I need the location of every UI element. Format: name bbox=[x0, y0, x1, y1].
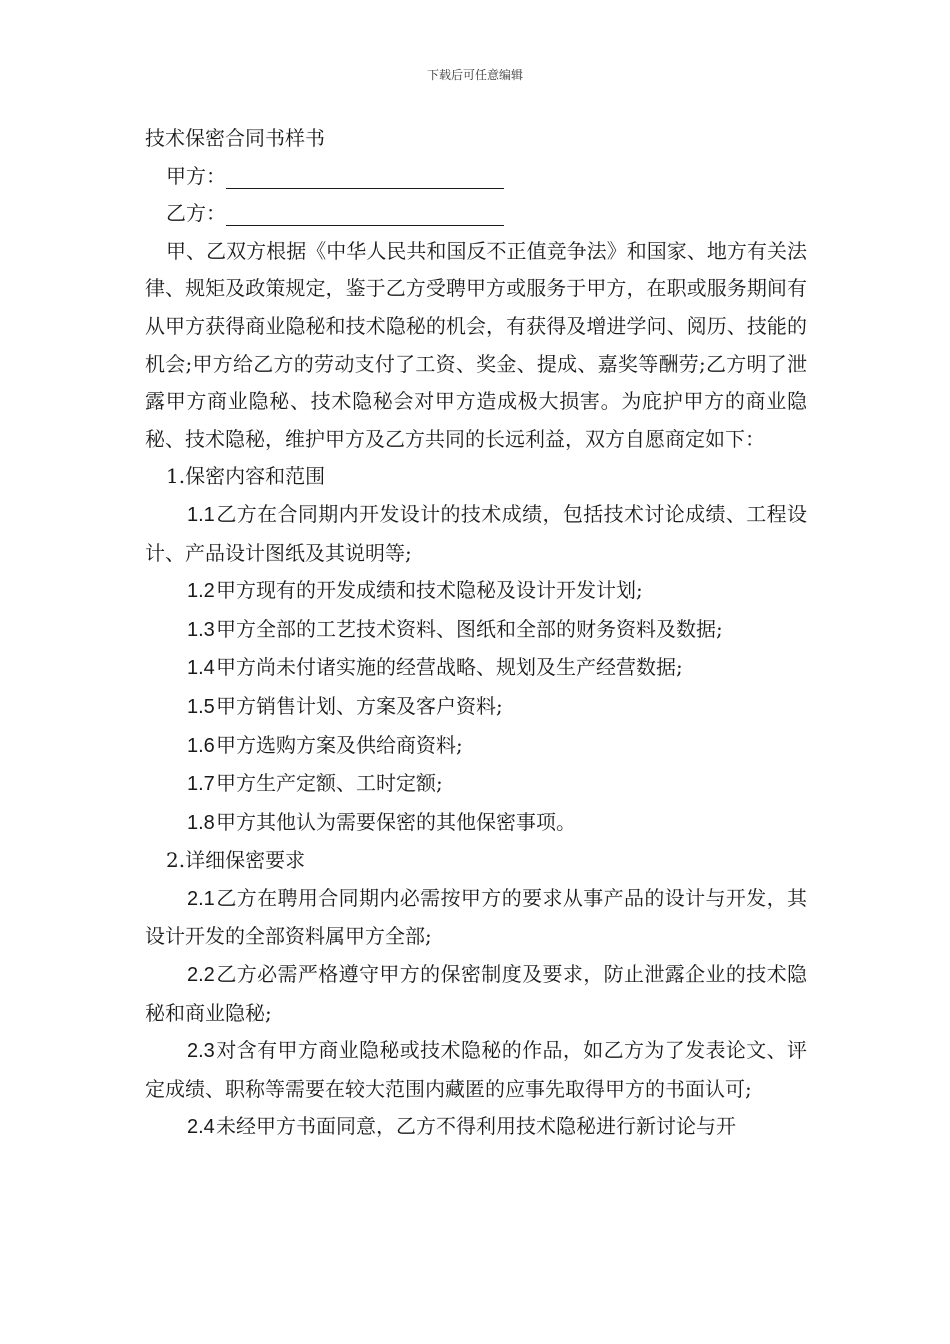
clause-number: 1.7 bbox=[187, 773, 215, 796]
intro-paragraph: 甲、乙双方根据《中华人民共和国反不正值竞争法》和国家、地方有关法律、规矩及政策规定，鉴于乙方受聘甲方或服务于甲方，在职或服务期间有从甲方获得商业隐秘和技术隐秘的机会，有获得及增进学问、阅历、技能的机会;甲方给乙方的劳动支付了工资、奖金、提成、嘉奖等酬劳;乙方明了泄露甲方商业隐秘、技术隐秘会对甲方造成极大损害。为庇护甲方的商业隐秘、技术隐秘，维护甲方及乙方共同的长远利益，双方自愿商定如下： bbox=[145, 238, 807, 451]
clause-number: 1.4 bbox=[187, 657, 215, 680]
document-title: 技术保密合同书样书 bbox=[145, 126, 325, 150]
clause-number: 1.1 bbox=[187, 503, 215, 526]
document-body bbox=[145, 120, 807, 1147]
party-b-line bbox=[145, 195, 807, 233]
clause-1-2 bbox=[145, 572, 807, 611]
page-header-note: 下载后可任意编辑 bbox=[426, 68, 523, 82]
section-heading-text: 2.详细保密要求 bbox=[166, 848, 306, 873]
party-a-label: 甲方： bbox=[166, 163, 226, 188]
party-b-blank bbox=[226, 205, 504, 226]
clause-text: 甲方选购方案及供给商资料; bbox=[216, 732, 463, 757]
clause-1-8 bbox=[145, 804, 807, 843]
clause-2-4 bbox=[145, 1108, 807, 1147]
clause-text: 甲方生产定额、工时定额; bbox=[216, 771, 443, 796]
clause-number: 1.3 bbox=[187, 618, 215, 641]
clause-1-1 bbox=[145, 496, 807, 572]
clause-number: 2.1 bbox=[187, 887, 215, 910]
section-heading-2 bbox=[145, 842, 807, 880]
clause-text: 甲方全部的工艺技术资料、图纸和全部的财务资料及数据; bbox=[216, 616, 723, 641]
party-b-label: 乙方： bbox=[166, 201, 226, 226]
clause-text: 甲方尚未付诸实施的经营战略、规划及生产经营数据; bbox=[216, 655, 683, 680]
clause-1-3 bbox=[145, 611, 807, 650]
clause-text: 对含有甲方商业隐秘或技术隐秘的作品，如乙方为了发表论文、评定成绩、职称等需要在较大范围内藏匿的应事先取得甲方的书面认可; bbox=[145, 1038, 807, 1101]
clause-number: 1.5 bbox=[187, 695, 215, 718]
clause-number: 2.4 bbox=[187, 1116, 215, 1139]
clause-number: 1.6 bbox=[187, 734, 215, 757]
clause-text: 乙方必需严格遵守甲方的保密制度及要求，防止泄露企业的技术隐秘和商业隐秘; bbox=[145, 962, 807, 1025]
clause-1-5 bbox=[145, 688, 807, 727]
clause-2-3 bbox=[145, 1032, 807, 1108]
clause-number: 1.2 bbox=[187, 580, 215, 603]
clause-text: 乙方在合同期内开发设计的技术成绩，包括技术讨论成绩、工程设计、产品设计图纸及其说明等; bbox=[145, 501, 807, 565]
party-a-line bbox=[145, 158, 807, 196]
clause-number: 1.8 bbox=[187, 811, 215, 834]
section-heading-1 bbox=[145, 458, 807, 496]
section-heading-text: 1.保密内容和范围 bbox=[166, 464, 326, 489]
clause-1-7 bbox=[145, 765, 807, 804]
clause-1-4 bbox=[145, 649, 807, 688]
clause-text: 未经甲方书面同意，乙方不得利用技术隐秘进行新讨论与开 bbox=[216, 1114, 736, 1139]
clause-text: 甲方其他认为需要保密的其他保密事项。 bbox=[216, 809, 576, 834]
clause-text: 乙方在聘用合同期内必需按甲方的要求从事产品的设计与开发，其设计开发的全部资料属甲方全部; bbox=[145, 885, 807, 949]
party-a-blank bbox=[226, 168, 504, 189]
clause-text: 甲方销售计划、方案及客户资料; bbox=[216, 693, 503, 718]
clause-2-1 bbox=[145, 880, 807, 956]
clause-2-2 bbox=[145, 956, 807, 1032]
clause-number: 2.3 bbox=[187, 1040, 215, 1063]
clause-1-6 bbox=[145, 727, 807, 766]
clause-number: 2.2 bbox=[187, 964, 215, 987]
clause-text: 甲方现有的开发成绩和技术隐秘及设计开发计划; bbox=[216, 578, 643, 603]
